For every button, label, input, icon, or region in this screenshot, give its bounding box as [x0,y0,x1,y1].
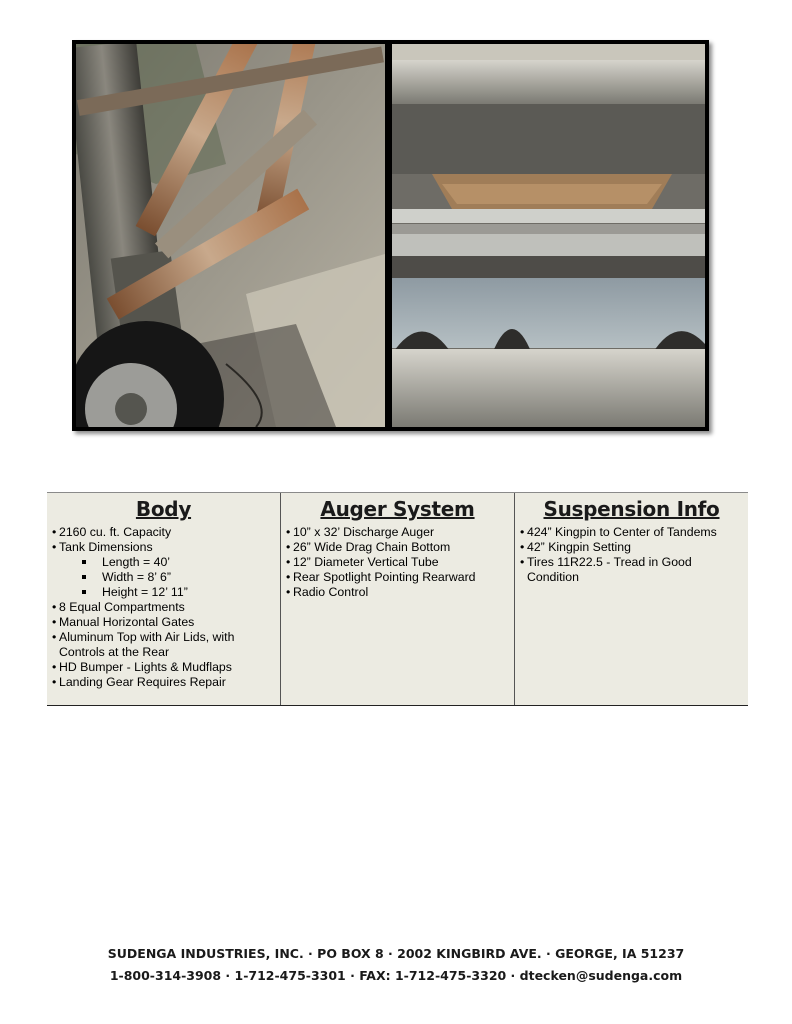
list-item [52,600,275,615]
body-heading: Body [135,497,192,521]
bullet-icon: • [286,555,291,569]
bullet-icon: • [52,525,57,539]
list-item-text: Manual Horizontal Gates [59,615,195,629]
list-item-text: 42” Kingpin Setting [527,540,631,554]
list-item [520,525,743,540]
list-item [52,525,275,540]
list-item-text: Condition [527,570,579,584]
list-item-text: Controls at the Rear [59,645,170,659]
list-item-text: Length = 40’ [102,555,171,569]
list-item [52,660,275,675]
list-item-text: 26” Wide Drag Chain Bottom [293,540,451,554]
auger-drag-chain-photo [392,44,705,427]
list-item [52,570,275,585]
list-item-text: Radio Control [293,585,369,599]
list-item-text: Tires 11R22.5 - Tread in Good [527,555,692,569]
list-item [286,585,509,600]
bullet-icon: • [52,675,57,689]
photo-panel [72,40,709,431]
list-item-text: Landing Gear Requires Repair [59,675,226,689]
list-item-text: Rear Spotlight Pointing Rearward [293,570,476,584]
bullet-icon: • [52,540,57,554]
list-item [52,615,275,630]
list-item [52,645,275,660]
list-item [52,630,275,645]
bullet-icon: • [520,540,525,554]
list-item-text: Height = 12’ 11” [102,585,188,599]
list-item [286,540,509,555]
specs-table [47,492,748,706]
list-item [52,555,275,570]
list-item [520,555,743,570]
body-column [47,493,280,705]
list-item-text: Aluminum Top with Air Lids, with [59,630,235,644]
bullet-icon: • [286,585,291,599]
footer [0,943,792,987]
footer-contact: 1-800-314-3908 · 1-712-475-3301 · FAX: 1-712-475-3320 · dtecken@sudenga.com [109,968,683,983]
list-item [52,540,275,555]
suspension-list [520,525,743,585]
auger-heading: Auger System [320,497,475,521]
list-item-text: 12” Diameter Vertical Tube [293,555,439,569]
bullet-icon: • [286,525,291,539]
square-bullet-icon [82,560,86,564]
body-list [52,525,275,690]
bullet-icon: • [52,630,57,644]
bullet-icon: • [52,660,57,674]
list-item-text: HD Bumper - Lights & Mudflaps [59,660,232,674]
list-item [286,570,509,585]
footer-address: SUDENGA INDUSTRIES, INC. · PO BOX 8 · 2002 KINGBIRD AVE. · GEORGE, IA 51237 [107,946,685,961]
list-item-text: Width = 8’ 6” [102,570,171,584]
square-bullet-icon [82,590,86,594]
bullet-icon: • [520,525,525,539]
bullet-icon: • [52,600,57,614]
list-item-text: 10” x 32’ Discharge Auger [293,525,435,539]
landing-gear-photo [76,44,385,427]
bullet-icon: • [52,615,57,629]
list-item-text: 2160 cu. ft. Capacity [59,525,172,539]
bullet-icon: • [286,570,291,584]
list-item [52,675,275,690]
square-bullet-icon [82,575,86,579]
bullet-icon: • [520,555,525,569]
list-item [520,570,743,585]
auger-column [280,493,514,705]
list-item-text: 8 Equal Compartments [59,600,185,614]
list-item [286,555,509,570]
list-item-text: Tank Dimensions [59,540,153,554]
bullet-icon: • [286,540,291,554]
list-item [52,585,275,600]
list-item [520,540,743,555]
suspension-heading: Suspension Info [543,497,720,521]
list-item-text: 424” Kingpin to Center of Tandems [527,525,717,539]
list-item [286,525,509,540]
suspension-column [514,493,748,705]
auger-list [286,525,509,600]
